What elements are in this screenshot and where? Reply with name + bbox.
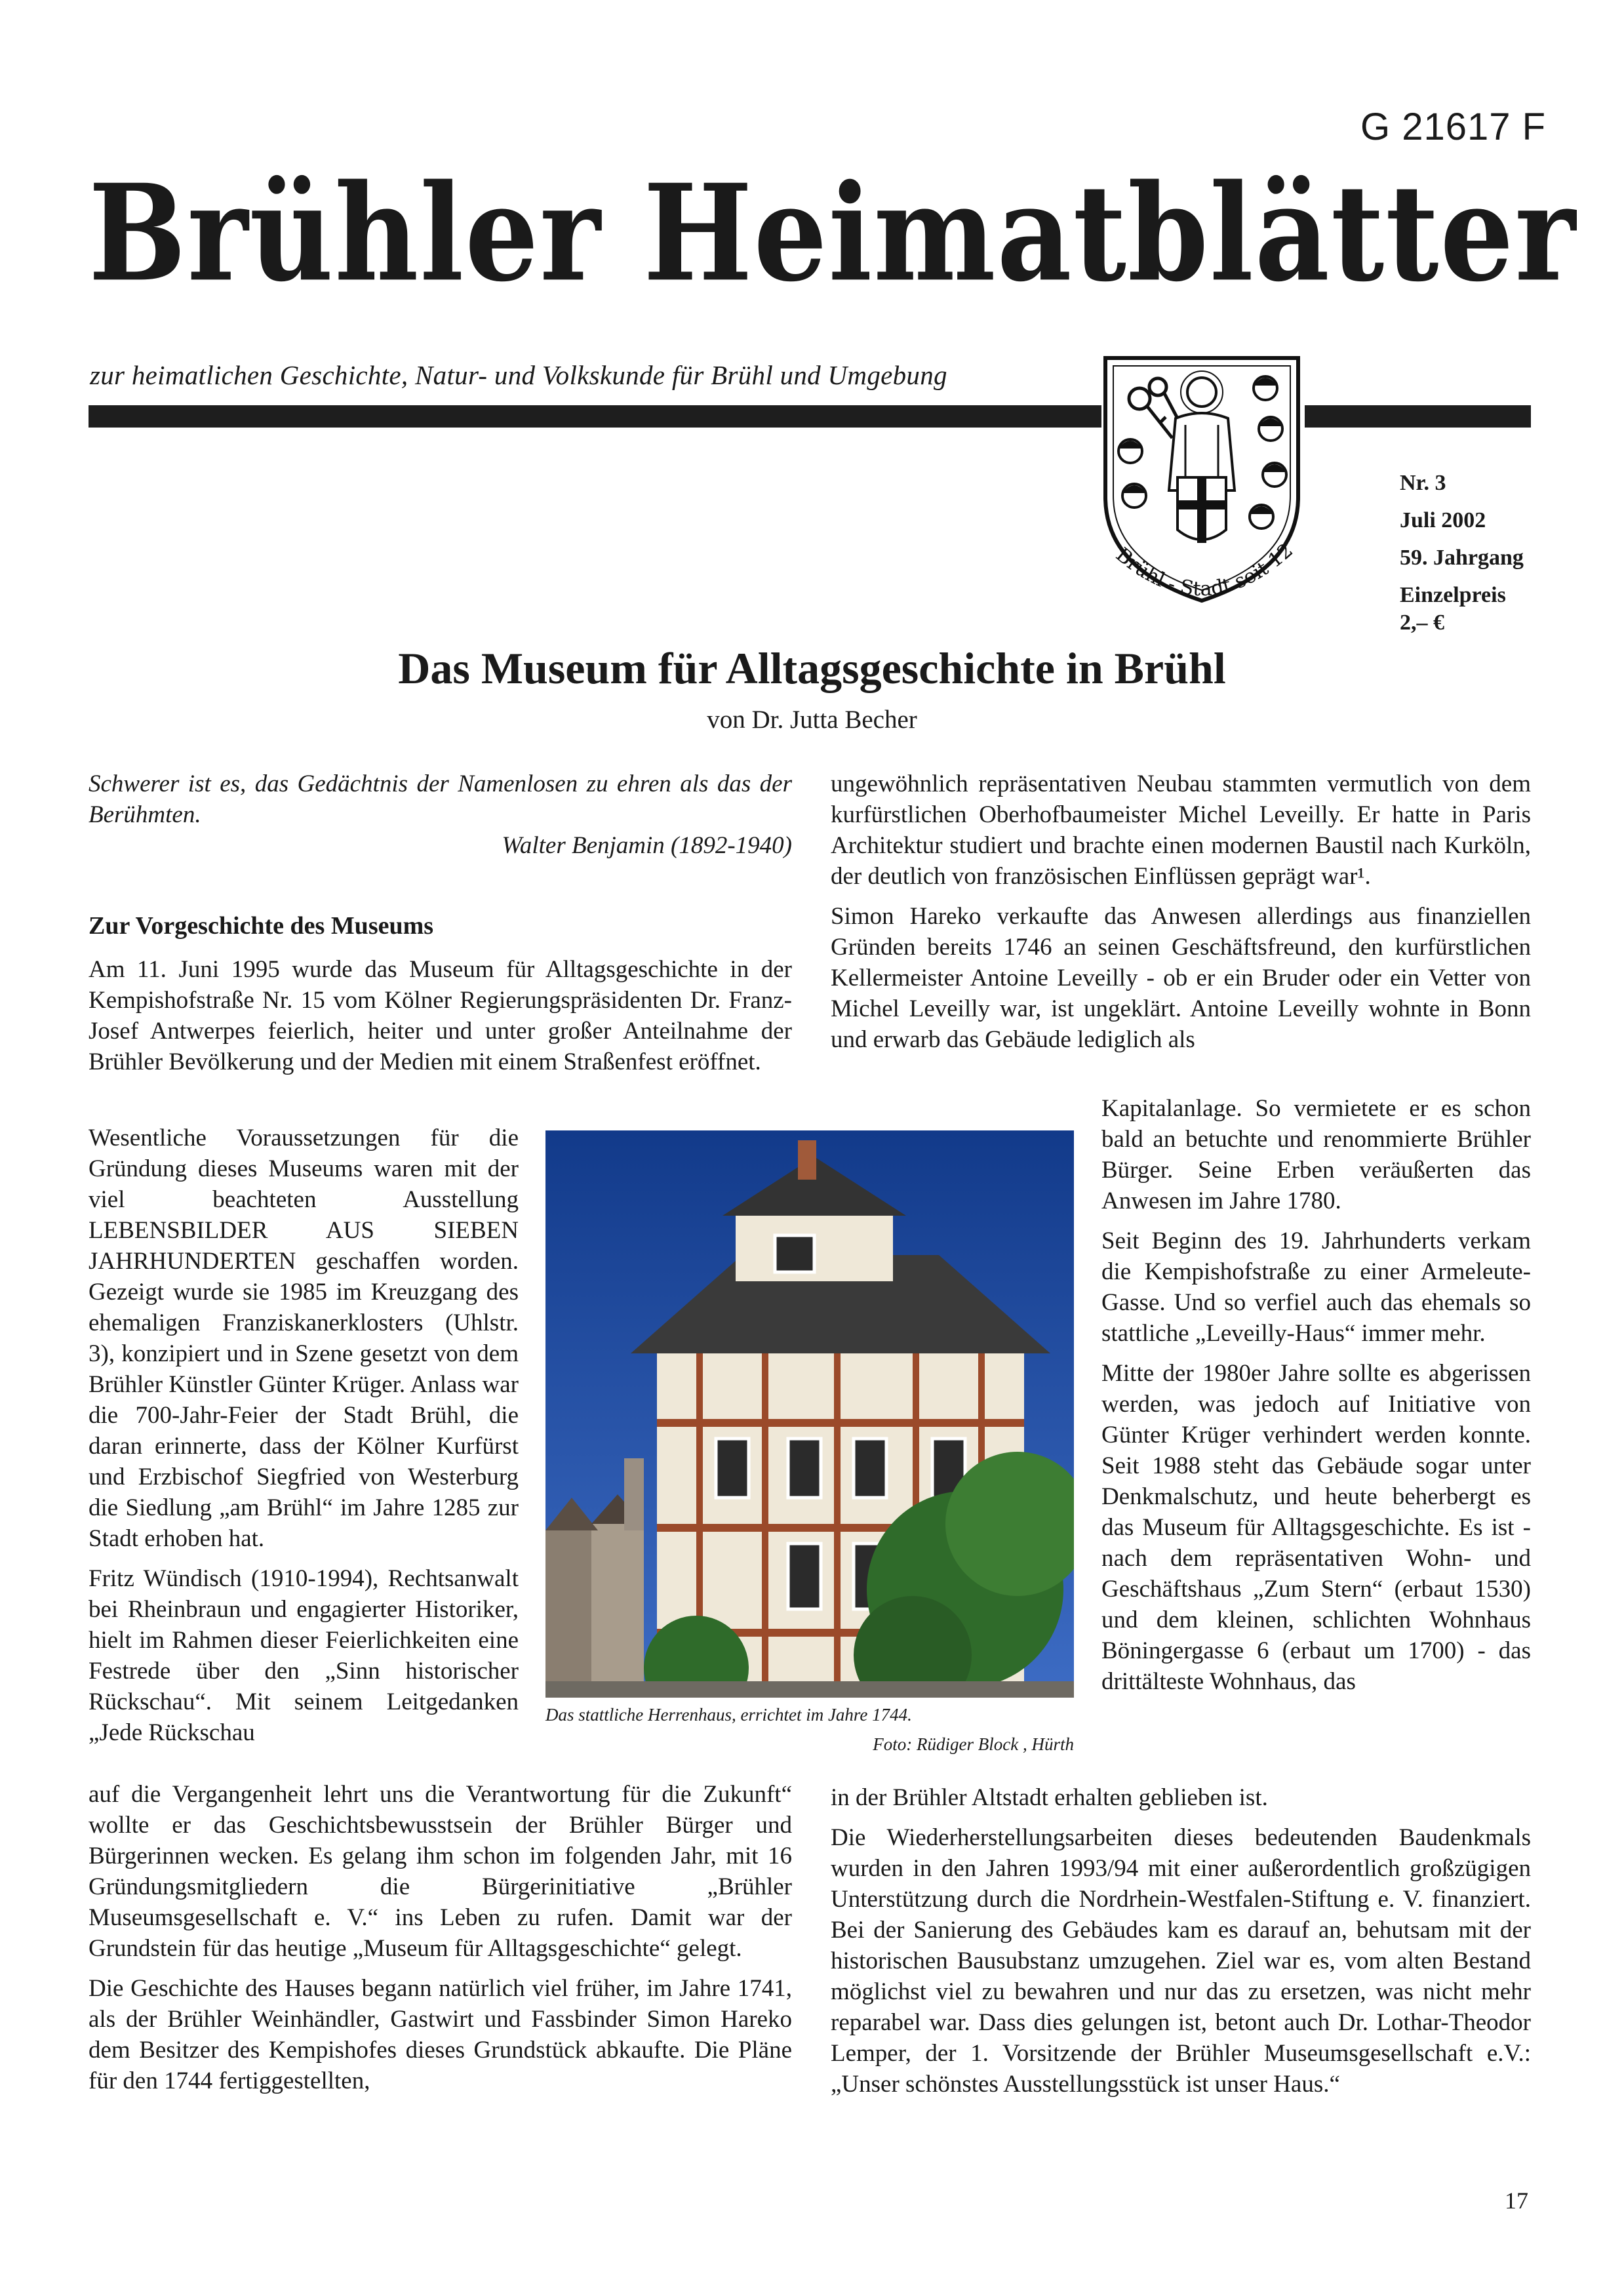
right-column-narrow: [1101, 1093, 1531, 1706]
paragraph: Fritz Wündisch (1910-1994), Rechtsanwalt bei Rheinbraun und engagierter Historiker, hielt im Rahmen dieser Feierlichkeiten eine Festrede über den „Sinn historischer Rückschau“. Mit seinem Leitgedanken „Jede Rückschau: [89, 1565, 519, 1746]
photo-credit: Foto: Rüdiger Block , Hürth: [873, 1734, 1074, 1754]
price-label: Einzelpreis: [1400, 583, 1506, 607]
paragraph: Kapitalanlage. So vermietete er es schon bald an betuchte und renommierte Brühler Bürger. Seine Erben veräußerten das Anwesen im Jahre 1780.: [1101, 1095, 1531, 1214]
right-column-top: [831, 768, 1531, 1064]
paragraph: Seit Beginn des 19. Jahrhunderts verkam die Kempishofstraße zu einer Armeleute-Gasse. Und so verfiel auch das ehemals so stattliche „Leveilly-Haus“ immer mehr.: [1101, 1227, 1531, 1347]
issue-volume: 59. Jahrgang: [1400, 546, 1524, 570]
left-column-bottom: [89, 1779, 792, 2105]
paragraph: auf die Vergangenheit lehrt uns die Verantwortung für die Zukunft“ wollte er das Geschichtsbewusstsein der Brühler Bürger und Bürgerinnen wecken. Es gelang ihm schon im folgenden Jahr, mit 16 Gründungsmitgliedern die Bürgerinitiative „Brühler Museumsgesellschaft e. V.“ ins Leben zu rufen. Damit war der Grundstein für das heutige „Museum für Alltagsgeschichte“ gelegt.: [89, 1781, 792, 1962]
registration-number: G 21617 F: [1360, 106, 1547, 148]
price-value: 2,– €: [1400, 610, 1444, 635]
masthead-title: Brühler Heimatblätter: [89, 155, 1577, 311]
page-number: 17: [1505, 2187, 1528, 2214]
paragraph: ungewöhnlich repräsentativen Neubau stammten vermutlich von dem kurfürstlichen Oberhofbaumeister Michel Leveilly. Er hatte in Paris Architektur studiert und brachte einen modernen Baustil nach Kurköln, der deutlich von französischen Einflüssen geprägt war¹.: [831, 770, 1531, 890]
left-column-top: [89, 954, 792, 1087]
masthead-rule-left: [89, 405, 1101, 428]
city-crest: [1094, 353, 1310, 641]
left-column-narrow: [89, 1123, 519, 1757]
crest-motto: Brühl - Stadt seit 12: [1111, 539, 1298, 601]
masthead-rule-right: [1305, 405, 1531, 428]
crest-shield-icon: [1094, 353, 1310, 641]
photo-caption: Das stattliche Herrenhaus, errichtet im Jahre 1744.: [545, 1705, 912, 1725]
issue-info: [1400, 464, 1524, 637]
article-title: Das Museum für Alltagsgeschichte in Brühl: [398, 643, 1226, 693]
paragraph: Simon Hareko verkaufte das Anwesen allerdings aus finanziellen Gründen bereits 1746 an seinen Geschäftsfreund, den kurfürstlichen Kellermeister Antoine Leveilly - ob er ein Bruder oder ein Vetter von Michel Leveilly war, ist ungeklärt. Antoine Leveilly wohnte in Bonn und erwarb das Gebäude lediglich als: [831, 903, 1531, 1053]
paragraph: Mitte der 1980er Jahre sollte es abgerissen werden, was jedoch auf Initiative von Günter Krüger verhindert werden konnte. Seit 1988 steht das Gebäude sogar unter Denkmalschutz, und heute beherbergt es das Museum für Alltagsgeschichte. Es ist - nach dem repräsentativen Wohn- und Geschäftshaus „Zum Stern“ (erbaut 1530) und dem kleinen, schlichten Wohnhaus Böningergasse 6 (erbaut um 1700) - das drittälteste Wohnhaus, das: [1101, 1360, 1531, 1695]
paragraph: Die Wiederherstellungsarbeiten dieses bedeutenden Baudenkmals wurden in den Jahren 1993/94 mit einer außerordentlich großzügigen Unterstützung durch die Nordrhein-Westfalen-Stiftung e. V. finanziert. Bei der Sanierung des Gebäudes kam es darauf an, behutsam mit der historischen Bausubstanz umzugehen. Ziel war es, vom alten Bestand möglichst viel zu bewahren und nur das zu ersetzen, was nicht mehr reparabel war. Dass dies gelungen ist, betont auch Dr. Lothar-Theodor Lemper, der 1. Vorsitzende der Brühler Museumsgesellschaft e.V.: „Unser schönstes Ausstellungsstück ist unser Haus.“: [831, 1824, 1531, 2098]
epigraph-author: Walter Benjamin (1892-1940): [502, 832, 792, 859]
epigraph: [89, 768, 792, 861]
house-illustration: [545, 1130, 1074, 1698]
section-heading: Zur Vorgeschichte des Museums: [89, 912, 434, 940]
epigraph-text: Schwerer ist es, das Gedächtnis der Namenlosen zu ehren als das der Berühmten.: [89, 770, 792, 828]
house-photo: [545, 1130, 1074, 1698]
paragraph: in der Brühler Altstadt erhalten geblieben ist.: [831, 1784, 1268, 1811]
masthead-subtitle: zur heimatlichen Geschichte, Natur- und Volkskunde für Brühl und Umgebung: [90, 360, 947, 390]
issue-number: Nr. 3: [1400, 471, 1446, 495]
right-column-bottom: [831, 1782, 1531, 2109]
issue-date: Juli 2002: [1400, 508, 1486, 532]
paragraph: Am 11. Juni 1995 wurde das Museum für Alltagsgeschichte in der Kempishofstraße Nr. 15 vom Kölner Regierungspräsidenten Dr. Franz-Josef Antwerpes feierlich, heiter und unter großer Anteilnahme der Brühler Bevölkerung und der Medien mit einem Straßenfest eröffnet.: [89, 956, 792, 1075]
paragraph: Wesentliche Voraussetzungen für die Gründung dieses Museums waren mit der viel beachteten Ausstellung LEBENSBILDER AUS SIEBEN JAHRHUNDERTEN geschaffen worden. Gezeigt wurde sie 1985 im Kreuzgang des ehemaligen Franziskanerklosters (Uhlstr. 3), konzipiert und in Szene gesetzt von dem Brühler Künstler Günter Krüger. Anlass war die 700-Jahr-Feier der Stadt Brühl, die daran erinnerte, dass der Kölner Kurfürst und Erzbischof Siegfried von Westerburg die Siedlung „am Brühl“ im Jahre 1285 zur Stadt erhoben hat.: [89, 1125, 519, 1552]
paragraph: Die Geschichte des Hauses begann natürlich viel früher, im Jahre 1741, als der Brühler Weinhändler, Gastwirt und Fassbinder Simon Hareko dem Besitzer des Kempishofes dieses Grundstück abkaufte. Die Pläne für den 1744 fertiggestellten,: [89, 1975, 792, 2094]
article-author: von Dr. Jutta Becher: [707, 706, 917, 734]
